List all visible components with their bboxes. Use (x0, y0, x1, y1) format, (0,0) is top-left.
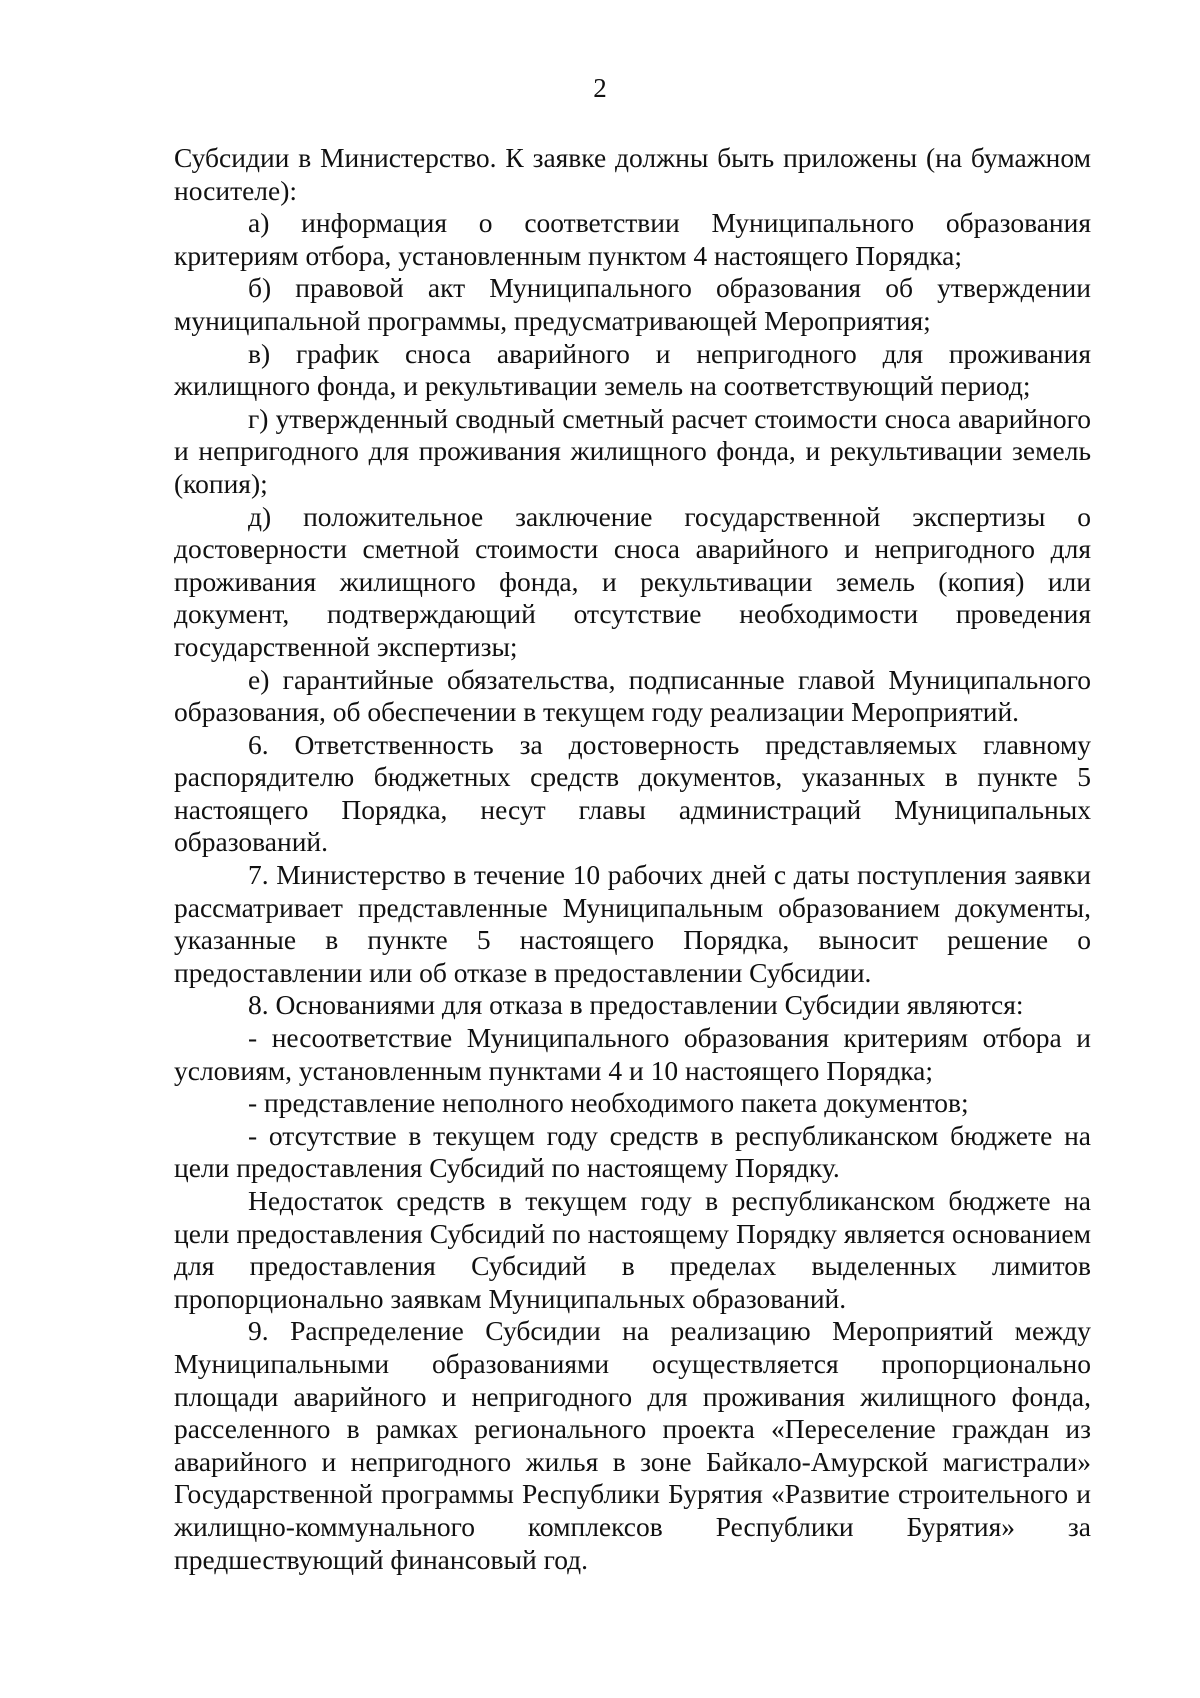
document-body (174, 142, 1091, 1576)
paragraph: е) гарантийные обязательства, подписанные главой Муниципального образования, об обеспечении в текущем году реализации Мероприятий. (174, 663, 1091, 728)
paragraph: 6. Ответственность за достоверность представляемых главному распорядителю бюджетных средств документов, указанных в пункте 5 настоящего Порядка, несут главы администраций Муниципальных образований. (174, 728, 1091, 858)
paragraph: - представление неполного необходимого пакета документов; (248, 1087, 969, 1119)
paragraph: Недостаток средств в текущем году в республиканском бюджете на цели предоставления Субсидий по настоящему Порядку является основанием для предоставления Субсидий в пределах выделенных лимитов пропорционально заявкам Муниципальных образований. (174, 1185, 1091, 1314)
page-number: 2 (593, 73, 607, 103)
paragraph: 9. Распределение Субсидии на реализацию Мероприятий между Муниципальными образованиями осуществляется пропорционально площади аварийного и непригодного для проживания жилищного фонда, расселенного в рамках регионального проекта «Переселение граждан из аварийного и непригодного жилья в зоне Байкало-Амурской магистрали» Государственной программы Республики Бурятия «Развитие строительного и жилищно-коммунального комплексов Республики Бурятия» за предшествующий финансовый год. (174, 1315, 1091, 1575)
paragraph: - отсутствие в текущем году средств в республиканском бюджете на цели предоставления Субсидий по настоящему Порядку. (174, 1119, 1091, 1184)
paragraph: б) правовой акт Муниципального образования об утверждении муниципальной программы, предусматривающей Мероприятия; (174, 272, 1091, 336)
paragraph: а) информация о соответствии Муниципального образования критериям отбора, установленным пунктом 4 настоящего Порядка; (174, 207, 1091, 271)
paragraph: - несоответствие Муниципального образования критериям отбора и условиям, установленным пунктами 4 и 10 настоящего Порядка; (174, 1022, 1091, 1086)
paragraph: в) график сноса аварийного и непригодного для проживания жилищного фонда, и рекультивации земель на соответствующий период; (174, 337, 1091, 402)
paragraph: 7. Министерство в течение 10 рабочих дней с даты поступления заявки рассматривает представленные Муниципальным образованием документы, указанные в пункте 5 настоящего Порядка, выносит решение о предоставлении или об отказе в предоставлении Субсидии. (174, 859, 1091, 988)
paragraph: 8. Основаниями для отказа в предоставлении Субсидии являются: (248, 989, 1024, 1021)
paragraph: д) положительное заключение государственной экспертизы о достоверности сметной стоимости сноса аварийного и непригодного для проживания жилищного фонда, и рекультивации земель (копия) или документ, подтверждающий отсутствие необходимости проведения государственной экспертизы; (174, 500, 1091, 662)
paragraph: г) утвержденный сводный сметный расчет стоимости сноса аварийного и непригодного для проживания жилищного фонда, и рекультивации земель (копия); (174, 402, 1091, 499)
paragraph: Субсидии в Министерство. К заявке должны быть приложены (на бумажном носителе): (174, 142, 1091, 206)
